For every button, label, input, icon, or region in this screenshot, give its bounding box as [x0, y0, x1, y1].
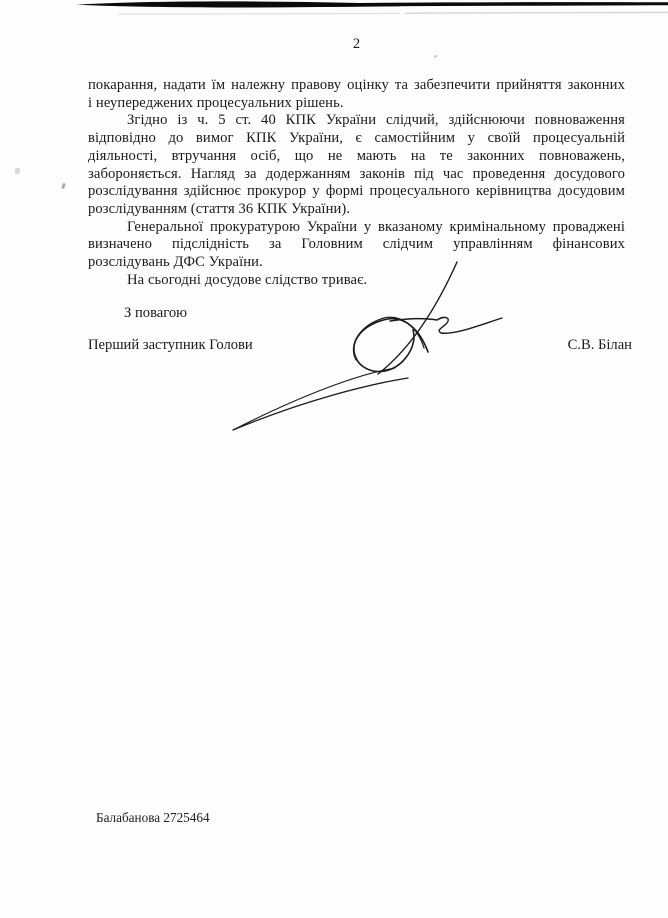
text-line: Згідно із ч. 5 ст. 40 КПК України слідчий, здійснюючи повноваження	[127, 112, 625, 129]
text-line: і неупереджених процесуальних рішень.	[88, 94, 344, 111]
text-line: розслідувань ДФС України.	[88, 254, 263, 271]
text-line: розслідуванням (стаття 36 КПК України).	[88, 200, 351, 217]
page-number: 2	[352, 36, 361, 52]
ink-speck	[61, 183, 66, 190]
text-line: покарання, надати їм належну правову оцінку та забезпечити прийняття законних	[88, 77, 625, 93]
text-line: На сьогодні досудове слідство триває.	[127, 271, 368, 288]
text-line: визначено підслідність за Головним слідчим управлінням фінансових	[88, 236, 625, 253]
text-line: відповідно до вимог КПК України, є самостійним у своїй процесуальній	[88, 130, 625, 147]
signatory-name: С.В. Білан	[567, 337, 632, 353]
text-line: Генеральної прокуратурою України у вказаному кримінальному проваджені	[127, 218, 625, 235]
text-line: забороняється. Нагляд за додержанням законів під час проведення досудового	[88, 165, 625, 182]
signatory-row	[88, 337, 632, 355]
text-line: розслідування здійснює прокурор у формі процесуального керівництва досудовим	[88, 183, 625, 200]
signatory-title: Перший заступник Голови	[88, 337, 253, 353]
scan-artifact-top	[0, 0, 668, 22]
footer-reference: Балабанова 2725464	[96, 810, 210, 825]
body-paragraphs	[88, 77, 625, 289]
text-line: діяльності, втручання осіб, що не мають на те законних повноважень,	[88, 147, 625, 164]
closing-salutation: З повагою	[124, 305, 188, 321]
ink-speck	[15, 168, 20, 174]
ink-speck	[434, 55, 437, 58]
